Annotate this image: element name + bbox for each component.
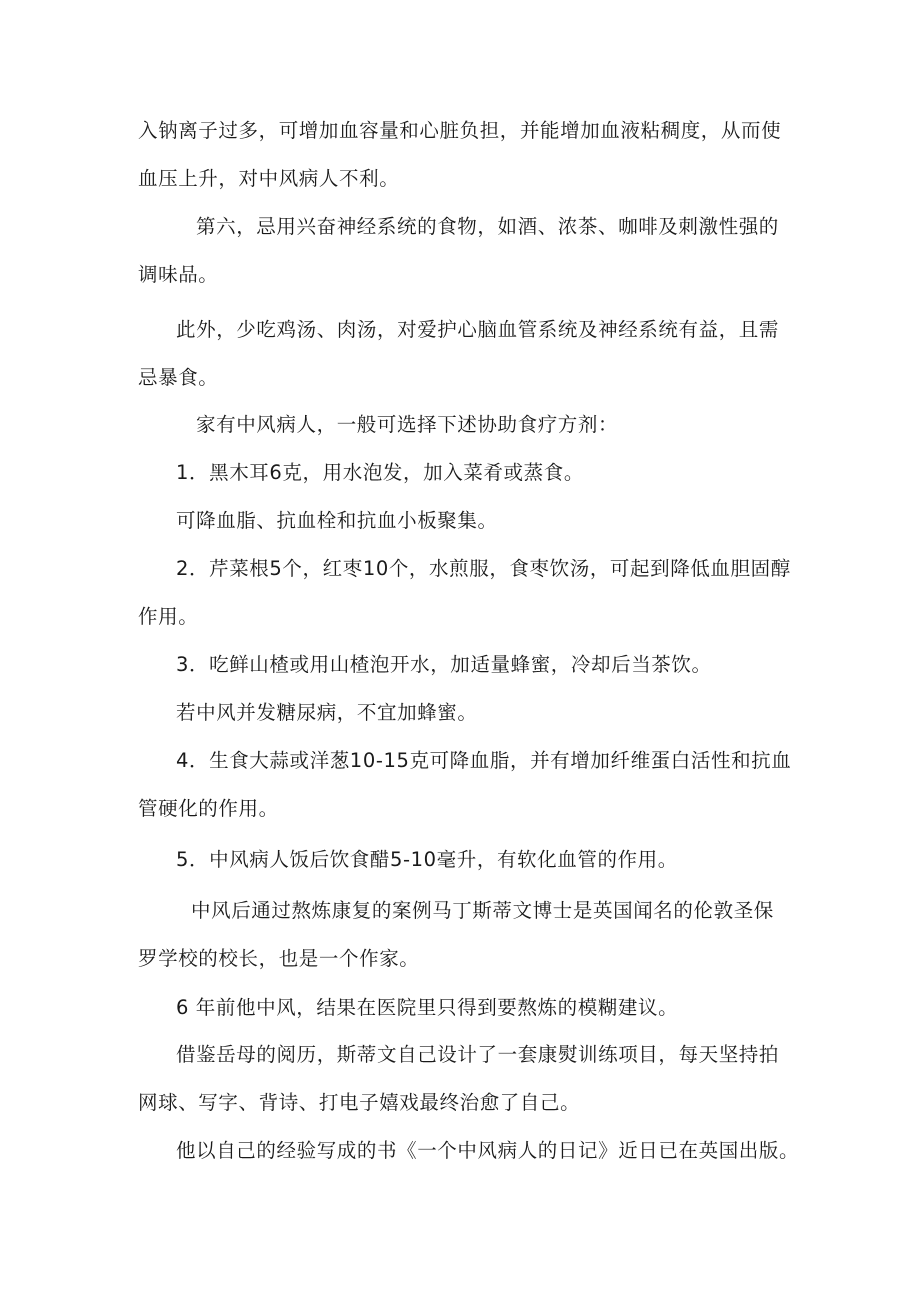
text-line-22: 他以自己的经验写成的书《一个中风病人的日记》近日已在英国出版。 [176,1139,800,1162]
text-line-1: 入钠离子过多，可增加血容量和心脏负担，并能增加血液粘稠度，从而使 [138,119,782,142]
text-line-5: 此外，少吃鸡汤、肉汤，对爱护心脑血管系统及神经系统有益，且需 [176,318,780,341]
text-line-2: 血压上升，对中风病人不利。 [138,167,400,190]
text-line-21: 网球、写字、背诗、打电子嬉戏最终治愈了自己。 [138,1091,581,1114]
text-line-12: 3．吃鲜山楂或用山楂泡开水，加适量蜂蜜，冷却后当茶饮。 [176,653,712,676]
text-line-13: 若中风并发糖尿病，不宜加蜂蜜。 [176,701,478,724]
text-line-20: 借鉴岳母的阅历，斯蒂文自己设计了一套康熨训练项目，每天坚持拍 [176,1043,780,1066]
text-line-10: 2．芹菜根5个，红枣10个，水煎服，食枣饮汤，可起到降低血胆固醇 [176,557,791,580]
text-line-7: 家有中风病人，一般可选择下述协助食疗方剂： [196,413,619,436]
text-line-3: 第六，忌用兴奋神经系统的食物，如酒、浓茶、咖啡及刺激性强的 [196,215,779,238]
text-line-16: 5．中风病人饭后饮食醋5-10毫升，有软化血管的作用。 [176,848,678,871]
text-line-18: 罗学校的校长，也是一个作家。 [138,947,420,970]
text-line-9: 可降血脂、抗血栓和抗血小板聚集。 [176,509,498,532]
text-line-4: 调味品。 [138,263,219,286]
text-line-14: 4．生食大蒜或洋葱10-15克可降血脂，并有增加纤维蛋白活性和抗血 [176,749,792,772]
text-line-6: 忌暴食。 [138,366,219,389]
text-line-8: 1．黑木耳6克，用水泡发，加入菜肴或蒸食。 [176,461,584,484]
text-line-15: 管硬化的作用。 [138,797,279,820]
text-line-17: 中风后通过熬炼康复的案例马丁斯蒂文博士是英国闻名的伦敦圣保 [191,899,774,922]
text-line-19: 6 年前他中风，结果在医院里只得到要熬炼的模糊建议。 [176,996,679,1019]
text-line-11: 作用。 [138,605,199,628]
